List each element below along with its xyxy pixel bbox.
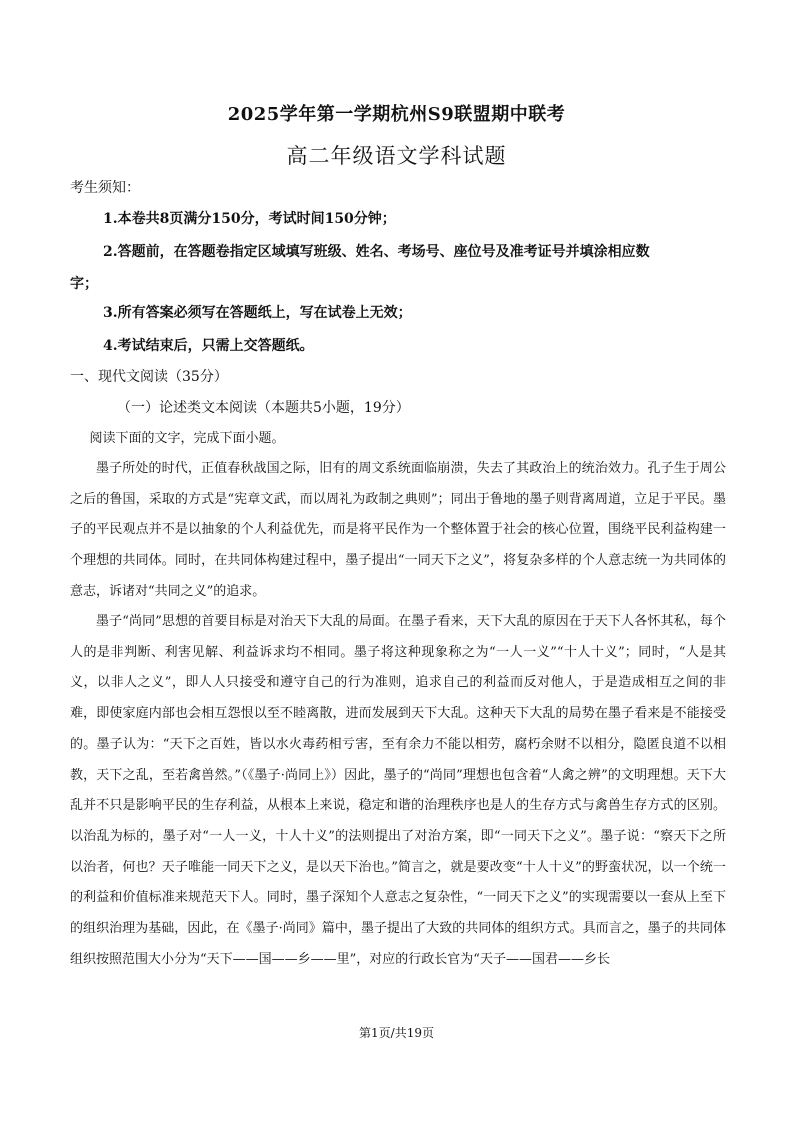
page-number: 第1页/共19页	[359, 1026, 434, 1040]
passage-paragraph-2: 墨子“尚同”思想的首要目标是对治天下大乱的局面。在墨子看来，天下大乱的原因在于天下人各怀其私，每个人的是非判断、利害见解、利益诉求均不相同。墨子将这种现象称之为“一人一义”“十人十义”；同时，“人是其义，以非人之义”，即人人只接受和遵守自己的行为准则，追求自己的利益而反对他人，于是造成相互之间的非难，即使家庭内部也会相互怨恨以至不睦离散，进而发展到天下大乱。这种天下大乱的局势在墨子看来是不能接受的。墨子认为：“天下之百姓，皆以水火毒药相亏害，至有余力不能以相劳，腐朽余财不以相分，隐匿良道不以相教，天下之乱，至若禽兽然。”（《墨子·尚同上》）因此，墨子的“尚同”理想也包含着“人禽之辨”的文明理想。天下大乱并不只是影响平民的生存利益，从根本上来说，稳定和谐的治理秩序也是人的生存方式与禽兽生存方式的区别。以治乱为标的，墨子对“一人一义，十人十义”的法则提出了对治方案，即“一同天下之义”。墨子说：“察天下之所以治者，何也？天子唯能一同天下之义，是以天下治也。”简言之，就是要改变“十人十义”的野蛮状况，以一个统一的利益和价值标准来规范天下人。同时，墨子深知个人意志之复杂性，“一同天下之义”的实现需要以一套从上至下的组织治理为基础，因此，在《墨子·尚同》篇中，墨子提出了大致的共同体的组织方式。具而言之，墨子的共同体组织按照范围大小分为“天下——国——乡——里”，对应的行政长官为“天子——国君——乡长	[70, 614, 726, 967]
notice-item-2: 2.答题前，在答题卷指定区域填写班级、姓名、考场号、座位号及准考证号并填涂相应数	[103, 244, 650, 260]
subsection-heading: （一）论述类文本阅读（本题共5小题，19分）	[117, 400, 410, 416]
passage-paragraph-1: 墨子所处的时代，正值春秋战国之际，旧有的周文系统面临崩溃，失去了其政治上的统治效力。孔子生于周公之后的鲁国，采取的方式是“宪章文武，而以周礼为政制之典则”；同出于鲁地的墨子则背离周道，立足于平民。墨子的平民观点并不是以抽象的个人利益优先，而是将平民作为一个整体置于社会的核心位置，围绕平民利益构建一个理想的共同体。同时，在共同体构建过程中，墨子提出“一同天下之义”，将复杂多样的个人意志统一为共同体的意志，诉诸对“共同之义”的追求。	[70, 461, 726, 599]
notice-item-4: 4.考试结束后，只需上交答题纸。	[103, 338, 314, 354]
notice-heading: 考生须知：	[70, 180, 140, 196]
exam-title: 2025学年第一学期杭州S9联盟期中联考	[227, 104, 566, 125]
notice-item-1: 1.本卷共8页满分150分，考试时间150分钟；	[103, 211, 396, 227]
notice-item-2-cont: 字；	[70, 276, 98, 292]
section-heading: 一、现代文阅读（35分）	[70, 369, 228, 385]
exam-subtitle: 高二年级语文学科试题	[286, 144, 507, 168]
notice-item-3: 3.所有答案必须写在答题纸上，写在试卷上无效；	[103, 305, 412, 321]
reading-instruction: 阅读下面的文字，完成下面小题。	[89, 431, 285, 446]
